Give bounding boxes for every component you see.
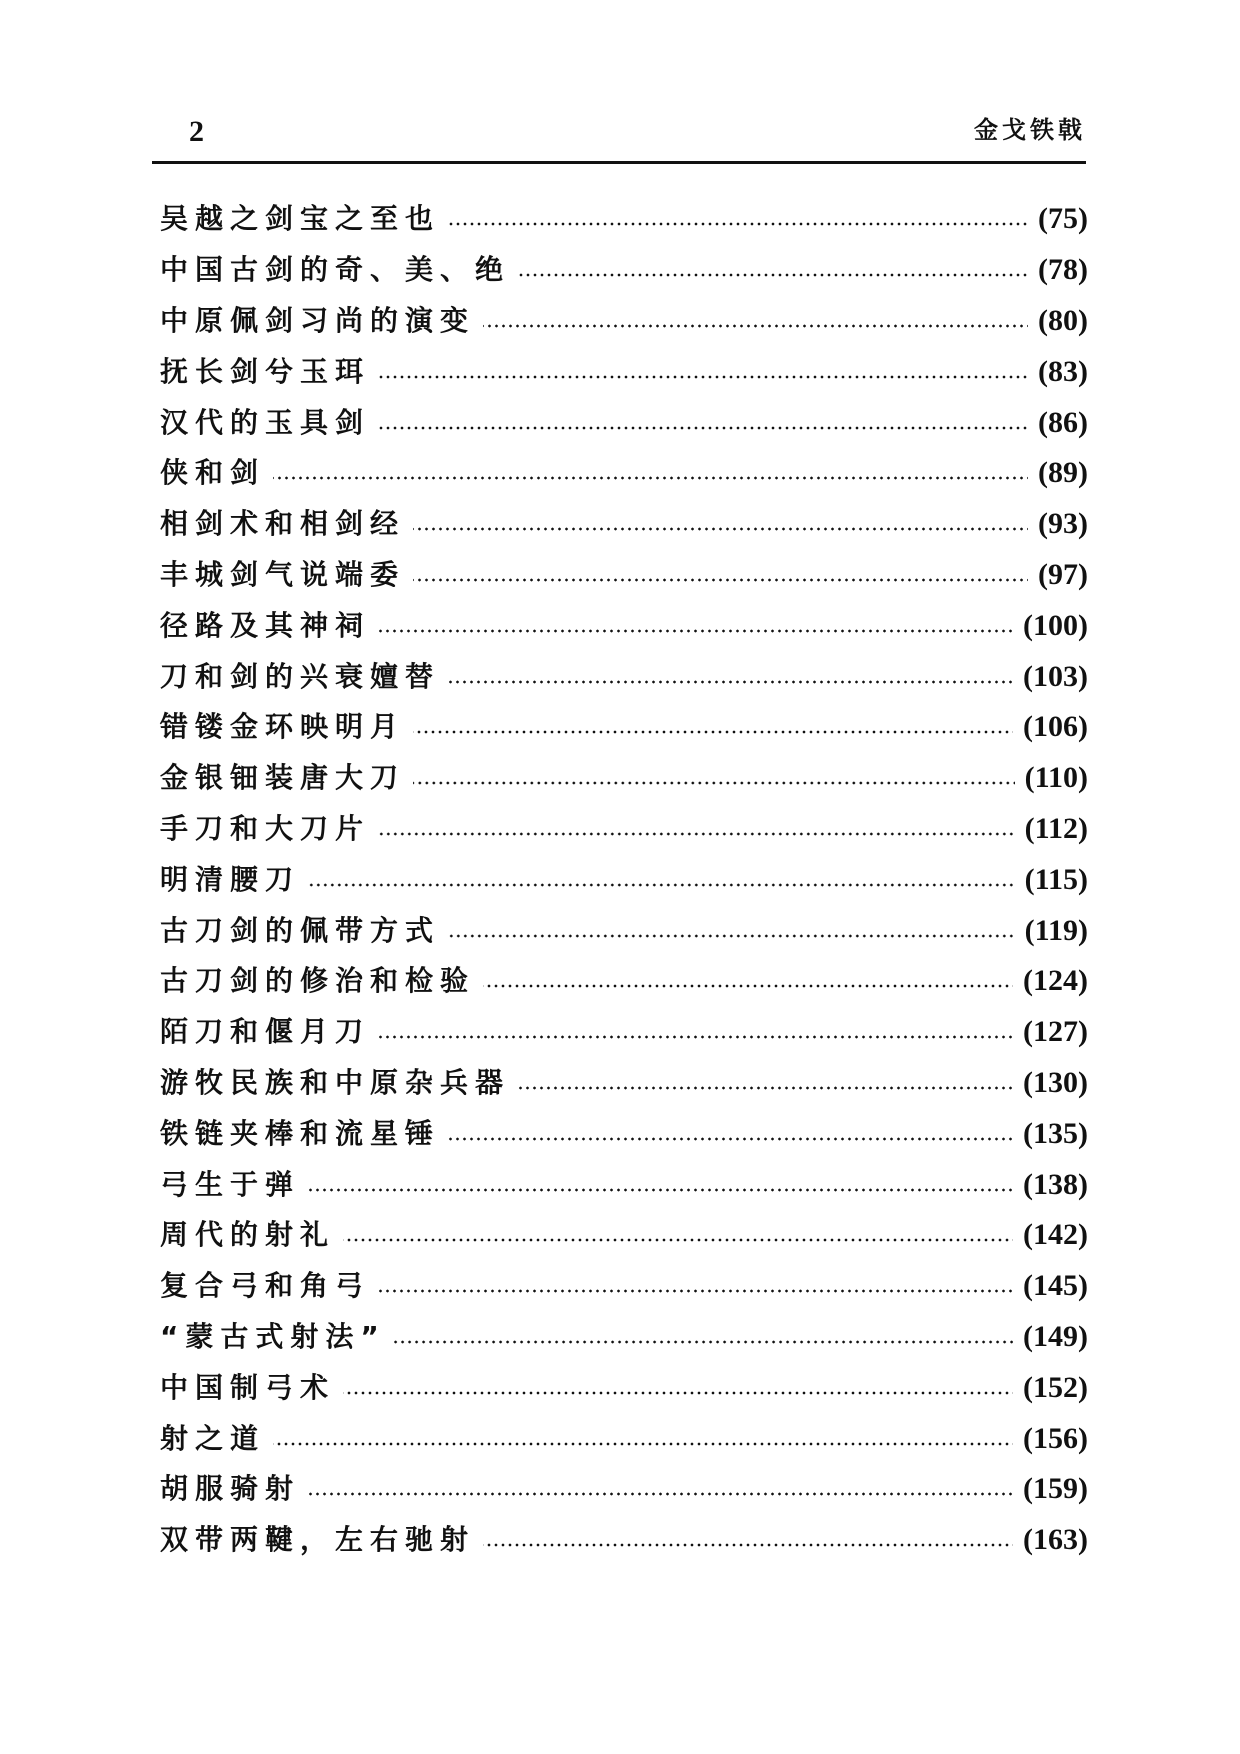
toc-entry-title: 明清腰刀	[160, 862, 301, 896]
toc-entry-page: (83)	[1038, 354, 1088, 388]
toc-entry-page: (106)	[1023, 710, 1088, 744]
toc-entry-page: (135)	[1023, 1116, 1088, 1150]
dot-leader	[378, 1289, 1013, 1293]
toc-entry-title: 抚长剑兮玉珥	[160, 354, 371, 388]
dot-leader	[413, 527, 1028, 531]
toc-entry-title: 错镂金环映明月	[160, 710, 406, 744]
toc-entry	[160, 296, 1088, 347]
toc-entry	[160, 499, 1088, 550]
toc-entry-page: (127)	[1023, 1015, 1088, 1049]
dot-leader	[483, 1543, 1013, 1547]
toc-entry-page: (152)	[1023, 1370, 1088, 1404]
toc-entry-page: (130)	[1023, 1065, 1088, 1099]
toc-entry-title: 金银钿装唐大刀	[160, 761, 406, 795]
dot-leader	[308, 1492, 1013, 1496]
toc-entry-page: (156)	[1023, 1421, 1088, 1455]
dot-leader	[413, 578, 1028, 582]
dot-leader	[413, 781, 1015, 785]
toc-entry-title: 古刀剑的佩带方式	[160, 913, 441, 947]
toc-entry	[160, 1362, 1088, 1413]
toc-entry-page: (119)	[1024, 913, 1088, 947]
toc-entry	[160, 448, 1088, 499]
dot-leader	[378, 1035, 1013, 1039]
toc-entry	[160, 397, 1088, 448]
toc-entry-page: (149)	[1023, 1319, 1088, 1353]
toc-entry-page: (103)	[1023, 659, 1088, 693]
toc-entry	[160, 1007, 1088, 1058]
toc-entry-page: (124)	[1023, 964, 1088, 998]
page-number: 2	[189, 115, 204, 148]
dot-leader	[448, 934, 1015, 938]
toc-entry-title: 复合弓和角弓	[160, 1269, 371, 1303]
toc-entry-title: 汉代的玉具剑	[160, 405, 371, 439]
toc-entry-title: 丰城剑气说端委	[160, 557, 406, 591]
dot-leader	[448, 680, 1013, 684]
toc-entry-page: (159)	[1023, 1472, 1088, 1506]
dot-leader	[518, 1086, 1013, 1090]
toc-entry	[160, 346, 1088, 397]
toc-entry-title: 中国古剑的奇、美、绝	[160, 253, 511, 287]
dot-leader	[413, 730, 1013, 734]
running-title: 金戈铁戟	[974, 116, 1086, 144]
toc-entry-page: (78)	[1038, 253, 1088, 287]
dot-leader	[378, 832, 1015, 836]
toc-entry-title: 铁链夹棒和流星锤	[160, 1116, 441, 1150]
toc-entry-page: (138)	[1023, 1167, 1088, 1201]
toc-entry	[160, 1159, 1088, 1210]
dot-leader	[448, 1137, 1013, 1141]
toc-entry-page: (97)	[1038, 557, 1088, 591]
toc-entry-title: 吴越之剑宝之至也	[160, 202, 441, 236]
toc-entry	[160, 600, 1088, 651]
page-header	[152, 108, 1086, 160]
toc-entry-page: (93)	[1038, 507, 1088, 541]
dot-leader	[483, 984, 1013, 988]
toc-entry	[160, 651, 1088, 702]
dot-leader	[483, 324, 1028, 328]
dot-leader	[273, 1442, 1013, 1446]
toc-entry	[160, 854, 1088, 905]
toc-entry-title: 中国制弓术	[160, 1370, 336, 1404]
toc-entry-title: 手刀和大刀片	[160, 811, 371, 845]
toc-entry-page: (163)	[1023, 1523, 1088, 1557]
toc-entry	[160, 550, 1088, 601]
toc-entry	[160, 1312, 1088, 1363]
toc-entry-page: (145)	[1023, 1269, 1088, 1303]
toc-entry-title: 古刀剑的修治和检验	[160, 964, 476, 998]
toc-entry-page: (75)	[1038, 202, 1088, 236]
toc-entry	[160, 1515, 1088, 1566]
dot-leader	[394, 1340, 1013, 1344]
toc-entry-page: (142)	[1023, 1218, 1088, 1252]
dot-leader	[378, 629, 1013, 633]
toc-entry-title: 游牧民族和中原杂兵器	[160, 1065, 511, 1099]
dot-leader	[518, 273, 1028, 277]
toc-entry-page: (86)	[1038, 405, 1088, 439]
toc-entry-page: (115)	[1024, 862, 1088, 896]
toc-entry-page: (89)	[1038, 456, 1088, 490]
table-of-contents	[160, 194, 1088, 1566]
toc-entry	[160, 1464, 1088, 1515]
toc-entry	[160, 1413, 1088, 1464]
header-rule	[152, 161, 1086, 164]
toc-entry	[160, 702, 1088, 753]
toc-entry	[160, 956, 1088, 1007]
toc-entry-page: (110)	[1024, 761, 1088, 795]
toc-entry-title: 周代的射礼	[160, 1218, 336, 1252]
dot-leader	[308, 883, 1015, 887]
toc-entry-title: 弓生于弹	[160, 1167, 301, 1201]
toc-entry-page: (100)	[1023, 608, 1088, 642]
toc-entry-title: 射之道	[160, 1421, 266, 1455]
dot-leader	[343, 1238, 1013, 1242]
toc-entry-title: 刀和剑的兴衰嬗替	[160, 659, 441, 693]
toc-entry	[160, 753, 1088, 804]
toc-entry	[160, 905, 1088, 956]
toc-entry	[160, 1108, 1088, 1159]
toc-entry-page: (80)	[1038, 303, 1088, 337]
dot-leader	[308, 1188, 1013, 1192]
toc-entry-title: 双带两鞬，左右驰射	[160, 1523, 476, 1557]
dot-leader	[378, 375, 1028, 379]
toc-entry	[160, 1210, 1088, 1261]
dot-leader	[378, 426, 1028, 430]
toc-entry-title: 中原佩剑习尚的演变	[160, 303, 476, 337]
toc-entry	[160, 194, 1088, 245]
toc-entry	[160, 1058, 1088, 1109]
toc-entry	[160, 1261, 1088, 1312]
toc-entry-title: “蒙古式射法”	[160, 1319, 386, 1353]
toc-entry-title: 陌刀和偃月刀	[160, 1015, 371, 1049]
toc-entry-title: 径路及其神祠	[160, 608, 371, 642]
dot-leader	[343, 1391, 1013, 1395]
dot-leader	[448, 222, 1028, 226]
dot-leader	[273, 476, 1028, 480]
toc-entry-title: 侠和剑	[160, 456, 266, 490]
toc-entry	[160, 245, 1088, 296]
toc-entry-title: 胡服骑射	[160, 1472, 301, 1506]
toc-entry-title: 相剑术和相剑经	[160, 507, 406, 541]
toc-entry	[160, 804, 1088, 855]
toc-entry-page: (112)	[1024, 811, 1088, 845]
